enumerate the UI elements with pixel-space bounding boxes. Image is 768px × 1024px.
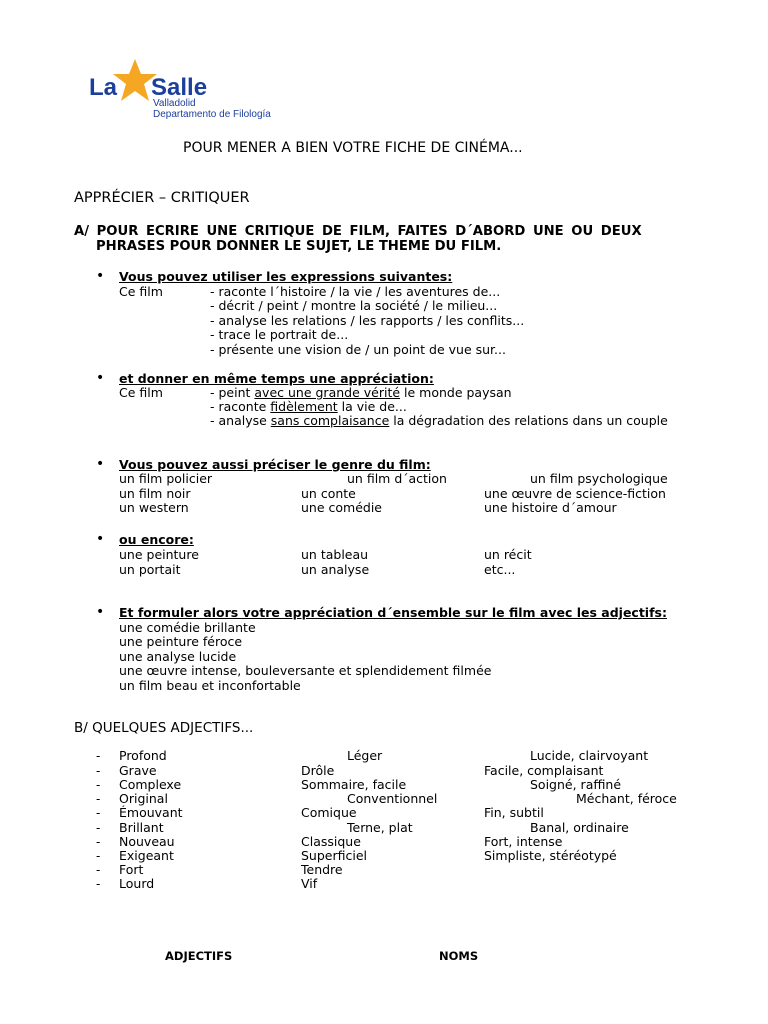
list-dash: - <box>96 863 101 877</box>
adjective-col2: Terne, plat <box>347 820 413 835</box>
bullet2-line-3: - analyse sans complaisance la dégradation des relations dans un couple <box>210 413 668 428</box>
appreciation-line: une comédie brillante <box>119 620 256 635</box>
list-dash: - <box>96 849 101 863</box>
adjective-col2: Sommaire, facile <box>301 777 407 792</box>
adjective-col2: Tendre <box>301 862 343 877</box>
adjective-col1: Original <box>119 791 168 806</box>
part-a-heading-line1: A/ POUR ECRIRE UNE CRITIQUE DE FILM, FAITES D´ABORD UNE OU DEUX <box>74 224 642 239</box>
genre-item: un western <box>119 500 189 515</box>
noms-column-heading: NOMS <box>439 949 479 963</box>
genre-item: un film policier <box>119 471 213 486</box>
adjective-col2: Conventionnel <box>347 791 438 806</box>
bullet1-line: - présente une vision de / un point de vue sur... <box>210 342 506 357</box>
adjective-col3: Soigné, raffiné <box>530 777 622 792</box>
bullet-dot: • <box>96 531 105 547</box>
adjectifs-column-heading: ADJECTIFS <box>165 949 233 963</box>
genre-item: un film noir <box>119 486 191 501</box>
part-a-heading-line2: PHRASES POUR DONNER LE SUJET, LE THEME DU FILM. <box>96 239 502 254</box>
appreciation-line: une œuvre intense, bouleversante et splendidement filmée <box>119 663 492 678</box>
logo-city: Valladolid <box>153 98 196 109</box>
adjective-col3: Simpliste, stéréotypé <box>484 848 617 863</box>
list-dash: - <box>96 821 101 835</box>
adjective-col3: Banal, ordinaire <box>530 820 629 835</box>
adjective-col2: Classique <box>301 834 361 849</box>
adjective-col3: Facile, complaisant <box>484 763 604 778</box>
bullet2-ce-film: Ce film <box>119 385 163 400</box>
adjective-col2: Drôle <box>301 763 335 778</box>
bullet1-line: - analyse les relations / les rapports / les conflits... <box>210 313 525 328</box>
genre-item: un film d´action <box>347 471 447 486</box>
form-item: un portait <box>119 562 181 577</box>
bullet2-heading: et donner en même temps une appréciation: <box>119 371 434 386</box>
bullet1-line: - trace le portrait de... <box>210 327 349 342</box>
appreciation-line: une peinture féroce <box>119 634 243 649</box>
form-item: un analyse <box>301 562 370 577</box>
list-dash: - <box>96 778 101 792</box>
bullet2-line-2: - raconte fidèlement la vie de... <box>210 399 407 414</box>
genre-item: un film psychologique <box>530 471 668 486</box>
adjective-col2: Superficiel <box>301 848 368 863</box>
list-dash: - <box>96 764 101 778</box>
adjective-col1: Émouvant <box>119 805 183 820</box>
logo-text-salle: Salle <box>151 74 208 101</box>
list-dash: - <box>96 792 101 806</box>
bullet5-heading: Et formuler alors votre appréciation d´ensemble sur le film avec les adjectifs: <box>119 605 667 620</box>
genre-item: un conte <box>301 486 356 501</box>
bullet-dot: • <box>96 268 105 284</box>
adjective-col1: Lourd <box>119 876 155 891</box>
adjective-col1: Brillant <box>119 820 164 835</box>
bullet1-line: - décrit / peint / montre la société / le milieu... <box>210 298 498 313</box>
bullet-dot: • <box>96 604 105 620</box>
bullet3-heading: Vous pouvez aussi préciser le genre du film: <box>119 457 431 472</box>
bullet-dot: • <box>96 456 105 472</box>
form-item: un récit <box>484 547 532 562</box>
appreciation-line: une analyse lucide <box>119 649 237 664</box>
bullet2-line-1: - peint avec une grande vérité le monde paysan <box>210 385 512 400</box>
adjective-col3: Lucide, clairvoyant <box>530 748 649 763</box>
adjective-col3: Fort, intense <box>484 834 563 849</box>
list-dash: - <box>96 749 101 763</box>
adjective-col2: Vif <box>301 876 318 891</box>
bullet1-ce-film: Ce film <box>119 284 163 299</box>
bullet-dot: • <box>96 370 105 386</box>
genre-item: une comédie <box>301 500 382 515</box>
adjective-col2: Léger <box>347 748 383 763</box>
adjective-col3: Fin, subtil <box>484 805 544 820</box>
bullet4-heading: ou encore: <box>119 532 194 547</box>
adjective-col3: Méchant, féroce <box>576 791 677 806</box>
list-dash: - <box>96 806 101 820</box>
list-dash: - <box>96 835 101 849</box>
logo-text-la: La <box>89 74 118 101</box>
bullet1-heading: Vous pouvez utiliser les expressions suivantes: <box>119 269 453 284</box>
genre-item: une œuvre de science-fiction <box>484 486 666 501</box>
adjective-col1: Fort <box>119 862 144 877</box>
form-item: un tableau <box>301 547 369 562</box>
form-item: une peinture <box>119 547 199 562</box>
adjective-col1: Grave <box>119 763 157 778</box>
list-dash: - <box>96 877 101 891</box>
adjective-col1: Profond <box>119 748 167 763</box>
adjective-col2: Comique <box>301 805 357 820</box>
section-heading: APPRÉCIER – CRITIQUER <box>74 190 250 206</box>
part-b-heading: B/ QUELQUES ADJECTIFS... <box>74 720 254 736</box>
adjective-col1: Exigeant <box>119 848 174 863</box>
bullet1-line: - raconte l´histoire / la vie / les aventures de... <box>210 284 501 299</box>
page-title: POUR MENER A BIEN VOTRE FICHE DE CINÉMA... <box>183 140 523 156</box>
genre-item: une histoire d´amour <box>484 500 617 515</box>
form-item: etc... <box>484 562 516 577</box>
appreciation-line: un film beau et inconfortable <box>119 678 301 693</box>
adjective-col1: Complexe <box>119 777 182 792</box>
logo-department: Departamento de Filología <box>153 109 271 120</box>
adjective-col1: Nouveau <box>119 834 175 849</box>
